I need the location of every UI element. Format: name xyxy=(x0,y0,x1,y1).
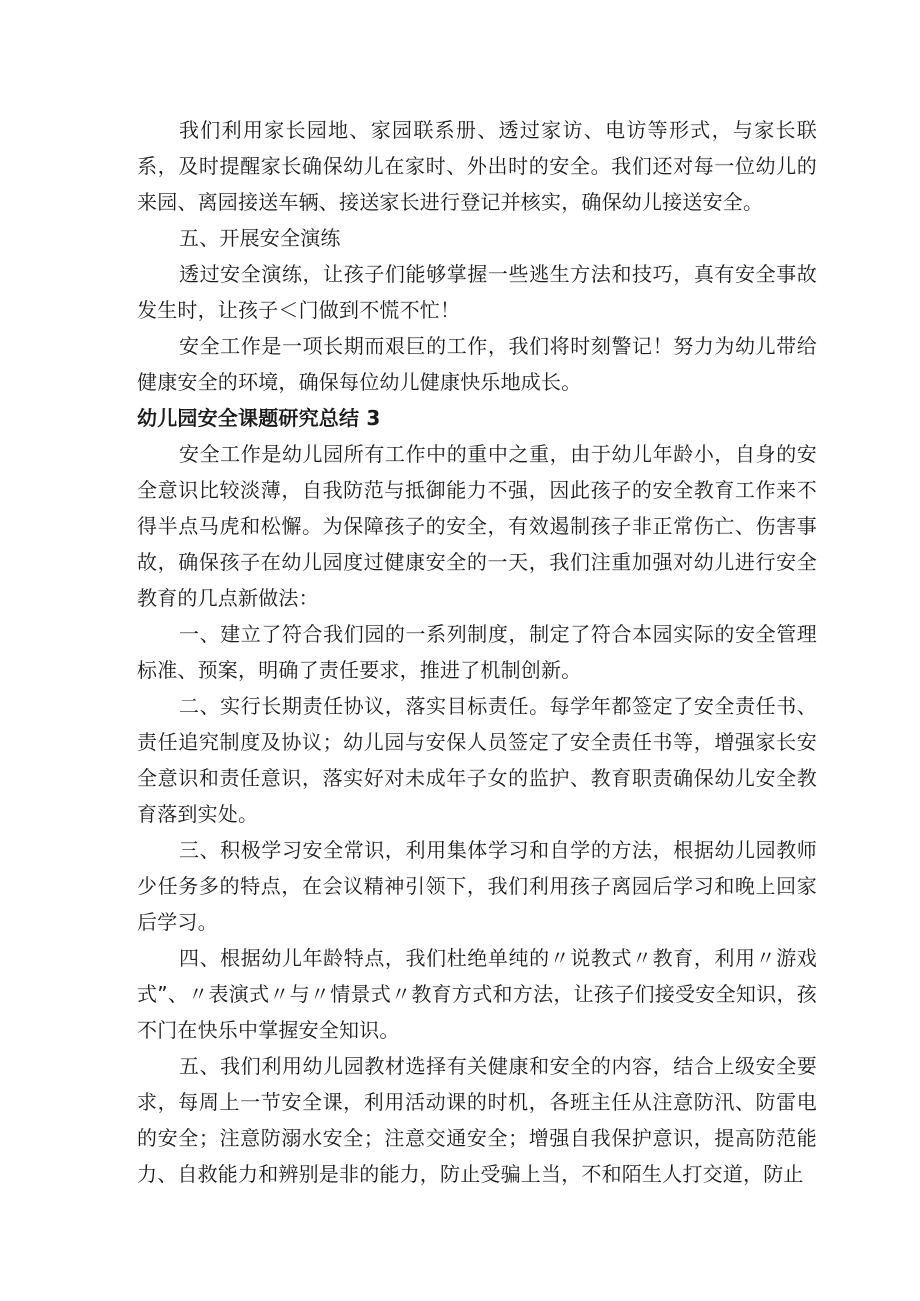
paragraph: 五、我们利用幼儿园教材选择有关健康和安全的内容，结合上级安全要求，每周上一节安全课，利用活动课的时机，各班主任从注意防汛、防雷电的安全；注意防溺水安全；注意交通安全；增强自我保护意识，提高防范能力、自救能力和辨别是非的能力，防止受骗上当，不和陌生人打交道，防止 xyxy=(137,1054,817,1186)
paragraph: 二、实行长期责任协议，落实目标责任。每学年都签定了安全责任书、责任追究制度及协议；幼儿园与安保人员签定了安全责任书等，增强家长安全意识和责任意识，落实好对未成年子女的监护、教育职责确保幼儿安全教育落到实处。 xyxy=(137,694,817,826)
section-title: 五、开展安全演练 xyxy=(179,226,341,250)
paragraph: 三、积极学习安全常识，利用集体学习和自学的方法，根据幼儿园教师少任务多的特点，在会议精神引领下，我们利用孩子离园后学习和晚上回家后学习。 xyxy=(137,838,817,934)
paragraph: 一、建立了符合我们园的一系列制度，制定了符合本园实际的安全管理标准、预案，明确了责任要求，推进了机制创新。 xyxy=(137,622,817,682)
paragraph: 安全工作是幼儿园所有工作中的重中之重，由于幼儿年龄小，自身的安全意识比较淡薄，自我防范与抵御能力不强，因此孩子的安全教育工作来不得半点马虎和松懈。为保障孩子的安全，有效遏制孩子非正常伤亡、伤害事故，确保孩子在幼儿园度过健康安全的一天，我们注重加强对幼儿进行安全教育的几点新做法： xyxy=(137,442,817,610)
paragraph: 安全工作是一项长期而艰巨的工作，我们将时刻警记！努力为幼儿带给健康安全的环境，确保每位幼儿健康快乐地成长。 xyxy=(137,334,817,394)
paragraph: 四、根据幼儿年龄特点，我们杜绝单纯的〃说教式〃教育，利用〃游戏式”、〃表演式〃与〃情景式〃教育方式和方法，让孩子们接受安全知识，孩不门在快乐中掌握安全知识。 xyxy=(137,946,817,1042)
paragraph: 我们利用家长园地、家园联系册、透过家访、电访等形式，与家长联系，及时提醒家长确保幼儿在家时、外出时的安全。我们还对每一位幼儿的来园、离园接送车辆、接送家长进行登记并核实，确保幼儿接送安全。 xyxy=(137,118,817,214)
document-heading: 幼儿园安全课题研究总结 3 xyxy=(137,406,381,430)
document-body xyxy=(137,112,817,1192)
paragraph: 透过安全演练，让孩子们能够掌握一些逃生方法和技巧，真有安全事故发生时，让孩子＜门做到不慌不忙！ xyxy=(137,262,817,322)
